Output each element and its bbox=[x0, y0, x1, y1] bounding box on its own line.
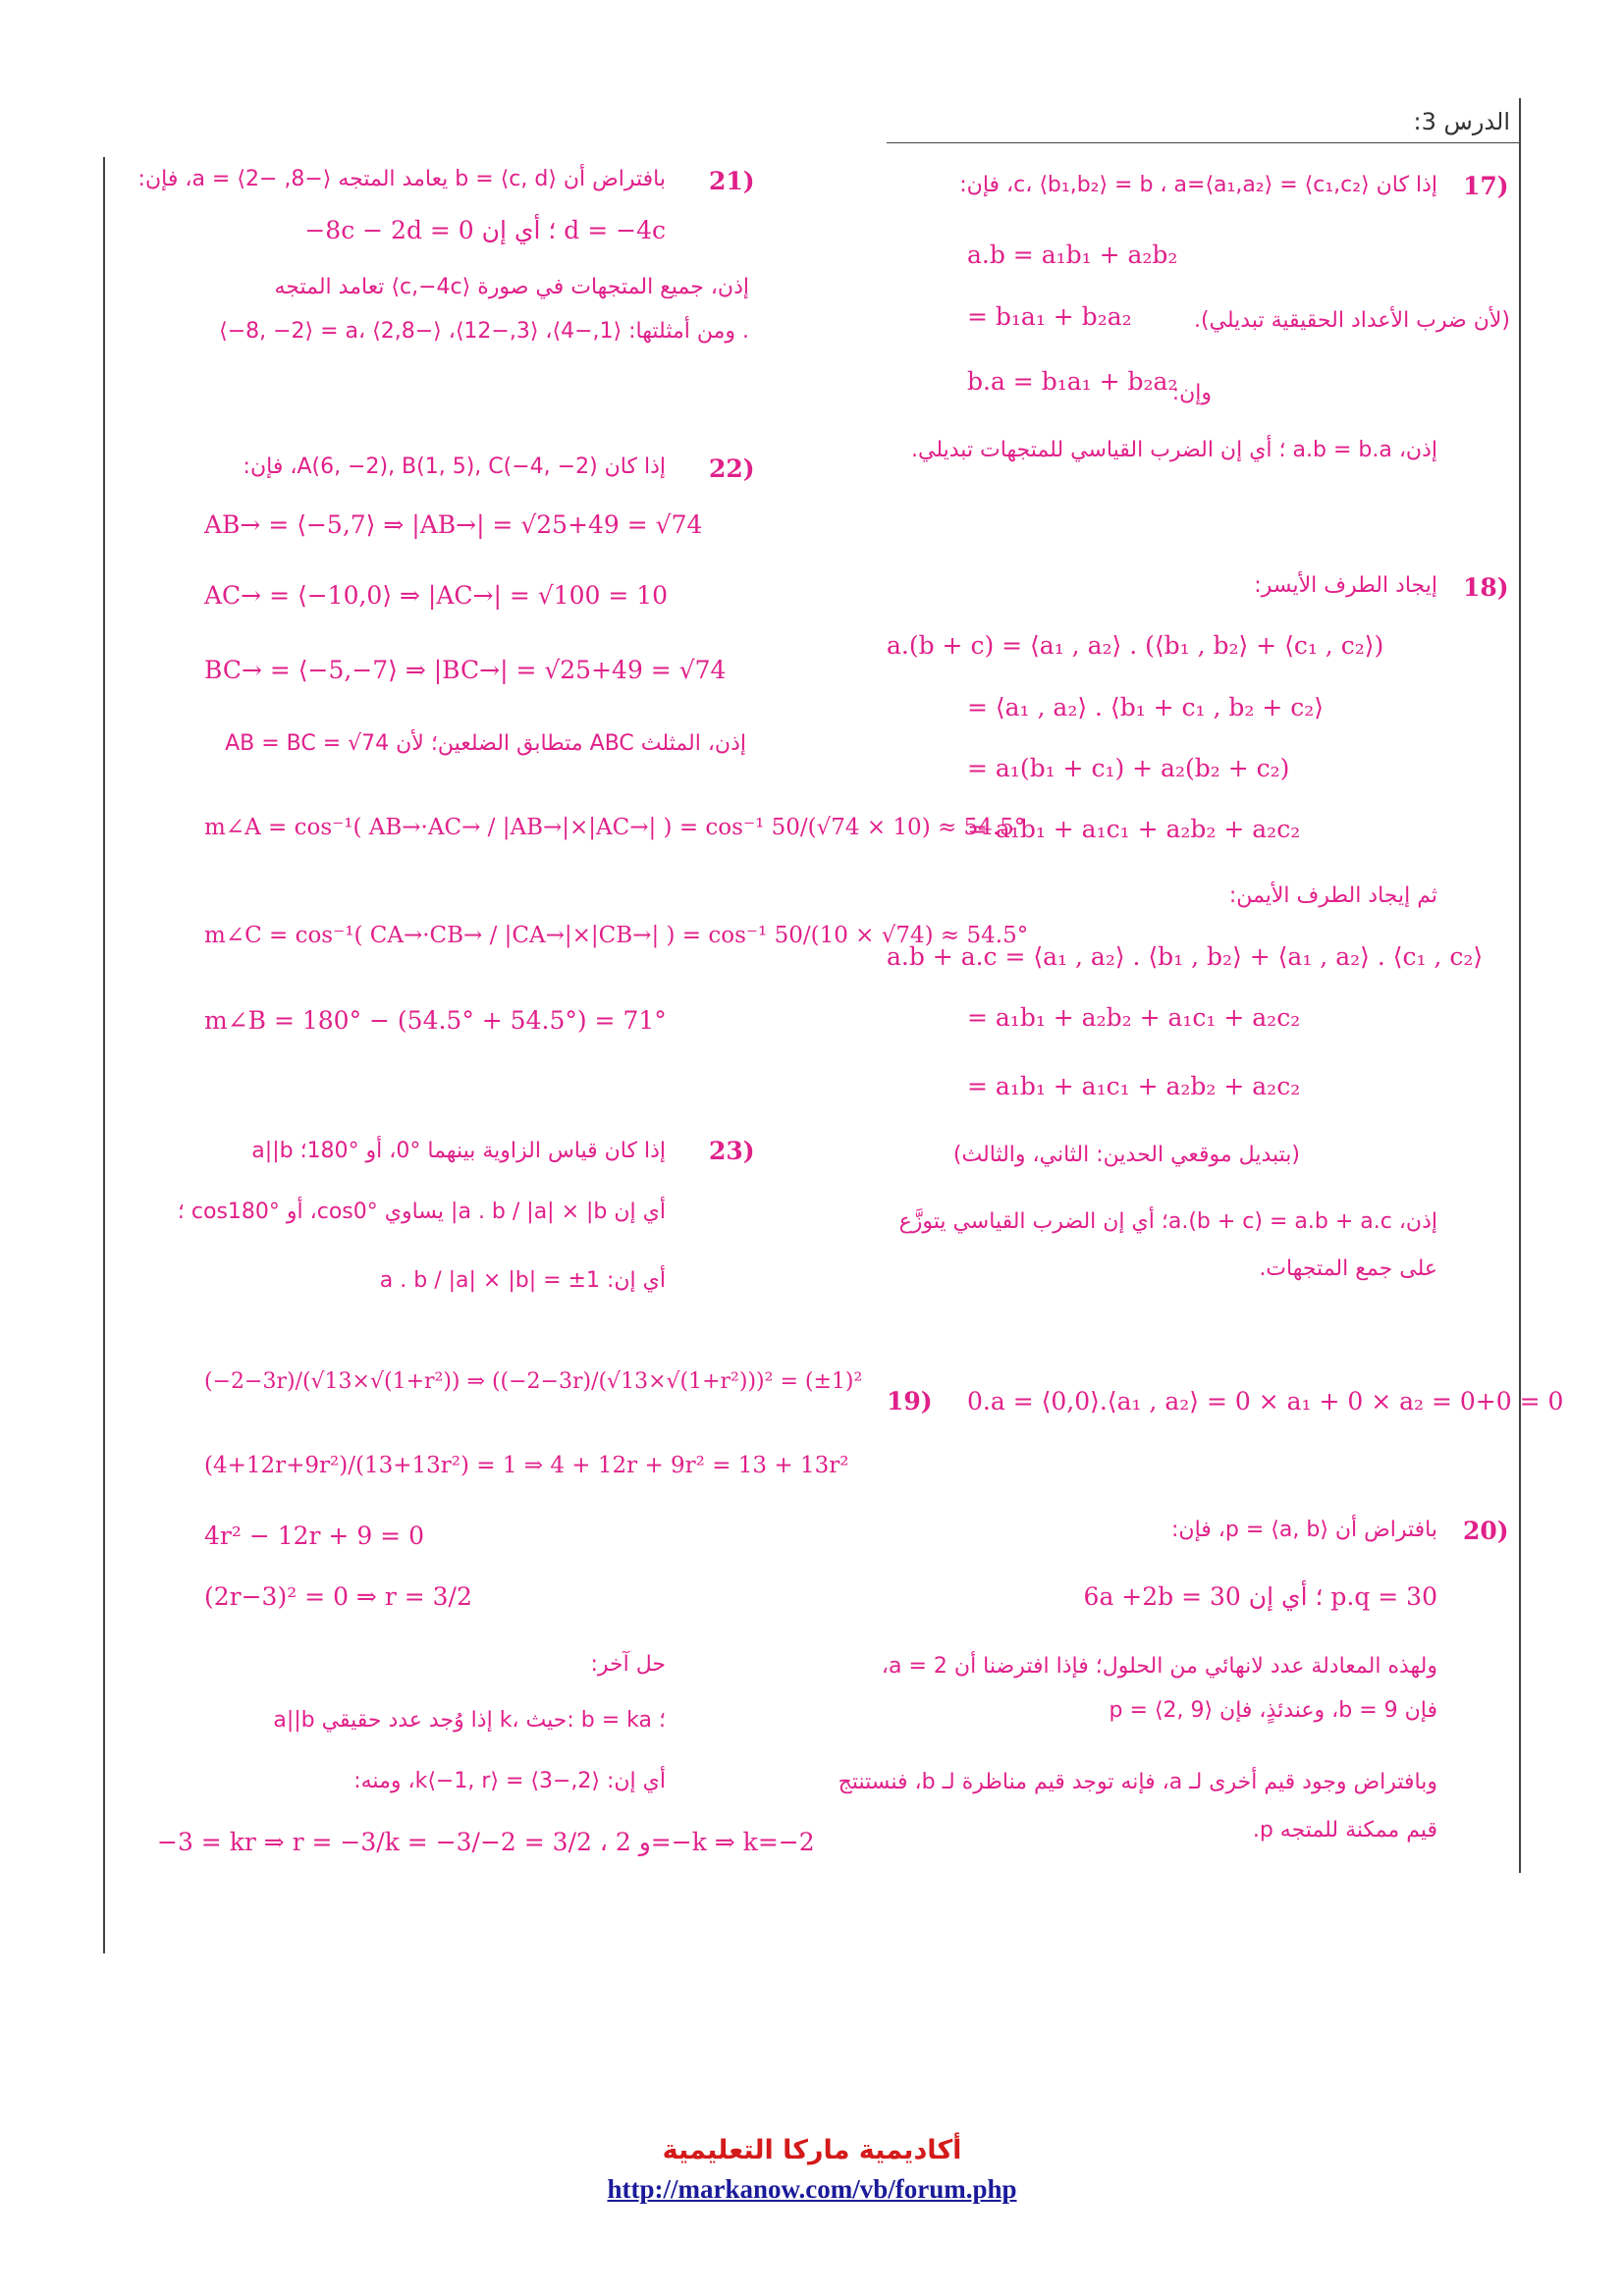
explanation: قيم ممكنة للمتجه p. bbox=[1252, 1818, 1437, 1842]
footer-title: أكاديمية ماركا التعليمية bbox=[662, 2135, 962, 2165]
and-label: وإن: bbox=[1171, 381, 1212, 405]
footer-link[interactable]: http://markanow.com/vb/forum.php bbox=[607, 2174, 1017, 2204]
explanation: وبافتراض وجود قيم أخرى لـ a، فإنه توجد قيم مناظرة لـ b، فنستنتج bbox=[838, 1770, 1437, 1794]
conclusion: على جمع المتجهات. bbox=[1259, 1256, 1437, 1281]
problem-number: 19) bbox=[887, 1387, 933, 1415]
swap-note: (بتبديل موقعي الحدين: الثاني، والثالث) bbox=[952, 1143, 1300, 1167]
problem-number: 21) bbox=[709, 167, 755, 195]
alt-solution-title: حل آخر: bbox=[590, 1652, 666, 1677]
problem-intro: بافتراض أن ⟨c, d⟩ = b يعامد المتجه ⟨−8, −2⟩ = a، فإن: bbox=[137, 167, 666, 191]
equation-line: (2r−3)² = 0 ⇒ r = 3/2 bbox=[204, 1582, 472, 1611]
explanation: إذن، جميع المتجهات في صورة ⟨c,−4c⟩ تعامد المتجه bbox=[274, 275, 749, 299]
problem-number: 22) bbox=[709, 454, 755, 483]
explanation: ⟨−8, −2⟩ = a، ومن أمثلتها: ⟨1,−4⟩، ⟨3,−12⟩، ⟨−2,8⟩ . bbox=[219, 319, 749, 344]
equation-line: a.b = a₁b₁ + a₂b₂ bbox=[967, 240, 1178, 269]
conclusion: إذن، a.(b + c) = a.b + a.c؛ أي إن الضرب القياسي يتوزَّع bbox=[898, 1209, 1437, 1234]
vector-ab: AB→ = ⟨−5,7⟩ ⇒ |AB→| = √25+49 = √74 bbox=[204, 510, 703, 539]
explanation: a||b إذا وُجد عدد حقيقي k، حيث: b = ka ؛ bbox=[273, 1708, 666, 1733]
equation-line: −3 = kr ⇒ r = −3/k = −3/−2 = 3/2 ، و 2=−k ⇒ k=−2 bbox=[157, 1828, 815, 1856]
equation-line: 4r² − 12r + 9 = 0 bbox=[204, 1522, 424, 1550]
angle-b: m∠B = 180° − (54.5° + 54.5°) = 71° bbox=[204, 1006, 667, 1035]
column-divider bbox=[103, 157, 105, 1953]
explanation: أي إن a . b / |a| × |b| يساوي cos0°، أو cos180° ؛ bbox=[177, 1200, 666, 1224]
problem-intro: إيجاد الطرف الأيسر: bbox=[1254, 573, 1437, 598]
explanation: ولهذه المعادلة عدد لانهائي من الحلول؛ فإذا افترضنا أن a = 2، bbox=[881, 1654, 1437, 1679]
equation-line: = a₁b₁ + a₂b₂ + a₁c₁ + a₂c₂ bbox=[967, 1003, 1301, 1032]
explanation: أي إن: ⟨2,−3⟩ = k⟨−1, r⟩، ومنه: bbox=[353, 1769, 666, 1793]
problem-number: 17) bbox=[1463, 172, 1509, 200]
angle-a: m∠A = cos⁻¹( AB→·AC→ / |AB→|×|AC→| ) = cos⁻¹ 50/(√74 × 10) ≈ 54.5° bbox=[204, 815, 1026, 840]
problem-intro: إذا كان ⟨c₁,c₂⟩ = c، ⟨b₁,b₂⟩ = b ، a=⟨a₁,a₂⟩، فإن: bbox=[959, 173, 1437, 197]
equation-line: 0.a = ⟨0,0⟩.⟨a₁ , a₂⟩ = 0 × a₁ + 0 × a₂ = 0+0 = 0 bbox=[967, 1387, 1564, 1415]
equation-line: a.b + a.c = ⟨a₁ , a₂⟩ . ⟨b₁ , b₂⟩ + ⟨a₁ , a₂⟩ . ⟨c₁ , c₂⟩ bbox=[887, 942, 1484, 971]
equation-line: (−2−3r)/(√13×√(1+r²)) ⇒ ((−2−3r)/(√13×√(1+r²)))² = (±1)² bbox=[204, 1369, 863, 1394]
problem-number: 20) bbox=[1463, 1517, 1509, 1545]
equation-line: −8c − 2d = 0 ؛ أي إن d = −4c bbox=[304, 216, 666, 244]
angle-c: m∠C = cos⁻¹( CA→·CB→ / |CA→|×|CB→| ) = cos⁻¹ 50/(10 × √74) ≈ 54.5° bbox=[204, 923, 1029, 948]
explanation: فإن b = 9، وعندئذٍ، فإن p = ⟨2, 9⟩ bbox=[1109, 1698, 1437, 1723]
right-margin-rule bbox=[1519, 98, 1521, 1873]
problem-number: 18) bbox=[1463, 573, 1509, 602]
vector-ac: AC→ = ⟨−10,0⟩ ⇒ |AC→| = √100 = 10 bbox=[204, 581, 669, 610]
equation-line: 6a +2b = 30 ؛ أي إن p.q = 30 bbox=[1083, 1582, 1437, 1611]
equation-line: b.a = b₁a₁ + b₂a₂ bbox=[967, 367, 1178, 396]
equation-line: a.(b + c) = ⟨a₁ , a₂⟩ . (⟨b₁ , b₂⟩ + ⟨c₁ , c₂⟩) bbox=[887, 631, 1384, 660]
equation-line: = a₁(b₁ + c₁) + a₂(b₂ + c₂) bbox=[967, 754, 1290, 782]
equation-line: (4+12r+9r²)/(13+13r²) = 1 ⇒ 4 + 12r + 9r² = 13 + 13r² bbox=[204, 1453, 849, 1478]
problem-number: 23) bbox=[709, 1137, 755, 1165]
lesson-label: الدرس 3: bbox=[1413, 108, 1510, 135]
equation-line: = a₁b₁ + a₁c₁ + a₂b₂ + a₂c₂ bbox=[967, 1072, 1301, 1100]
explanation: أي إن: a . b / |a| × |b| = ±1 bbox=[379, 1268, 666, 1293]
header-underline bbox=[887, 142, 1520, 143]
isosceles-note: إذن، المثلث ABC متطابق الضلعين؛ لأن AB = BC = √74 bbox=[225, 731, 746, 756]
reason-note: (لأن ضرب الأعداد الحقيقية تبديلي). bbox=[1193, 308, 1510, 333]
problem-intro: بافتراض أن ⟨a, b⟩ = p، فإن: bbox=[1171, 1518, 1437, 1542]
problem-intro: a||b إذا كان قياس الزاوية بينهما °0، أو °180؛ bbox=[251, 1139, 666, 1163]
equation-line: = ⟨a₁ , a₂⟩ . ⟨b₁ + c₁ , b₂ + c₂⟩ bbox=[967, 693, 1325, 721]
equation-line: = b₁a₁ + b₂a₂ bbox=[967, 302, 1132, 331]
right-side-intro: ثم إيجاد الطرف الأيمن: bbox=[1228, 883, 1437, 908]
equation-line: = a₁b₁ + a₁c₁ + a₂b₂ + a₂c₂ bbox=[967, 815, 1301, 843]
problem-intro: إذا كان A(6, −2), B(1, 5), C(−4, −2)، فإن: bbox=[243, 454, 666, 479]
vector-bc: BC→ = ⟨−5,−7⟩ ⇒ |BC→| = √25+49 = √74 bbox=[204, 656, 727, 684]
conclusion: إذن، a.b = b.a ؛ أي إن الضرب القياسي للمتجهات تبديلي. bbox=[911, 438, 1437, 462]
